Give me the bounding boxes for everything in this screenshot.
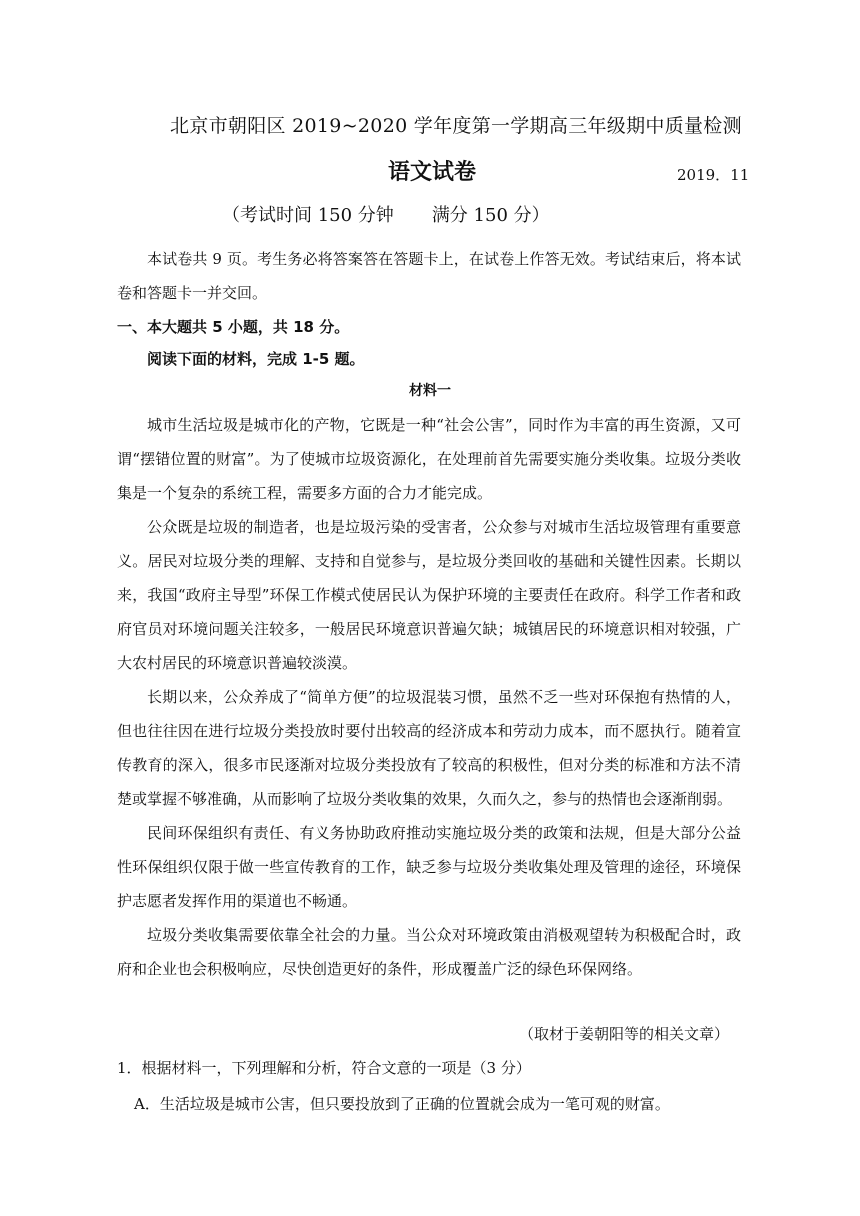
subject-title: 语文试卷 xyxy=(388,160,477,185)
question-option-a: A．生活垃圾是城市公害，但只要投放到了正确的位置就会成为一笔可观的财富。 xyxy=(134,1095,670,1113)
material-paragraph: 长期以来，公众养成了“简单方便”的垃圾混装习惯，虽然不乏一些对环保抱有热情的人，但也往往因在进行垃圾分类投放时要付出较高的经济成本和劳动力成本，而不愿执行。随着宣传教育的深入，很多市民逐渐对垃圾分类投放有了较高的积极性，但对分类的标准和方法不清楚或掌握不够准确，从而影响了垃圾分类收集的效果，久而久之，参与的热情也会逐渐削弱。 xyxy=(117,688,741,808)
material-title: 材料一 xyxy=(409,383,451,399)
material-paragraph: 公众既是垃圾的制造者，也是垃圾污染的受害者，公众参与对城市生活垃圾管理有重要意义。居民对垃圾分类的理解、支持和自觉参与，是垃圾分类回收的基础和关键性因素。长期以来，我国“政府主导型”环保工作模式使居民认为保护环境的主要责任在政府。科学工作者和政府官员对环境问题关注较多，一般居民环境意识普遍欠缺；城镇居民的环境意识相对较强，广大农村居民的环境意识普遍较淡漠。 xyxy=(117,518,741,672)
exam-date: 2019．11 xyxy=(677,166,750,184)
material-paragraph: 民间环保组织有责任、有义务协助政府推动实施垃圾分类的政策和法规，但是大部分公益性环保组织仅限于做一些宣传教育的工作，缺乏参与垃圾分类收集处理及管理的途径，环境保护志愿者发挥作用的渠道也不畅通。 xyxy=(117,824,741,910)
exam-title: 北京市朝阳区 2019~2020 学年度第一学期高三年级期中质量检测 xyxy=(170,115,742,137)
section-heading: 一、本大题共 5 小题，共 18 分。 xyxy=(117,318,350,336)
material-paragraph: 垃圾分类收集需要依靠全社会的力量。当公众对环境政策由消极观望转为积极配合时，政府和企业也会积极响应，尽快创造更好的条件，形成覆盖广泛的绿色环保网络。 xyxy=(117,926,741,978)
exam-duration: （考试时间 150 分钟 xyxy=(222,205,394,226)
exam-info xyxy=(222,202,550,230)
exam-notice xyxy=(117,242,741,310)
material-body xyxy=(117,408,741,986)
question-stem: 1．根据材料一，下列理解和分析，符合文意的一项是（3 分） xyxy=(117,1059,531,1077)
notice-text: 本试卷共 9 页。考生务必将答案答在答题卡上，在试卷上作答无效。考试结束后，将本试卷和答题卡一并交回。 xyxy=(117,250,741,302)
material-source: （取材于姜朝阳等的相关文章） xyxy=(518,1025,729,1043)
material-paragraph: 城市生活垃圾是城市化的产物，它既是一种“社会公害”，同时作为丰富的再生资源，又可谓“摆错位置的财富”。为了使城市垃圾资源化，在处理前首先需要实施分类收集。垃圾分类收集是一个复杂的系统工程，需要多方面的合力才能完成。 xyxy=(117,416,741,502)
reading-instruction: 阅读下面的材料，完成 1-5 题。 xyxy=(147,350,365,368)
exam-full-score: 满分 150 分） xyxy=(431,205,550,226)
